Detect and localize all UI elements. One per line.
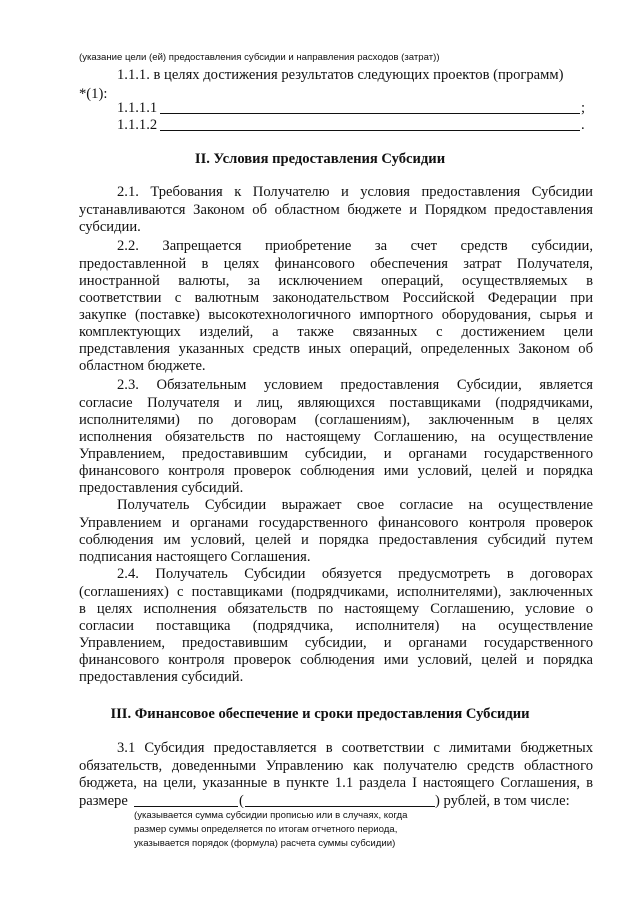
p2-2-line: представления указанных средств иных операций, определенных Законом об: [79, 341, 593, 357]
p3-1-line: 3.1 Субсидия предоставляется в соответствии с лимитами бюджетных: [117, 740, 593, 756]
p2-1-line: 2.1. Требования к Получателю и условия предоставления Субсидии: [117, 184, 593, 200]
p2-2-line: комплектующих изделий, а также связанных с достижением цели: [79, 324, 593, 340]
p2-3b-line: Управлением и органами государственного финансового контроля проверок: [79, 515, 593, 531]
p2-3b-line: подписания настоящего Соглашения.: [79, 549, 311, 565]
item-1-1-1-line1: 1.1.1. в целях достижения результатов следующих проектов (программ): [117, 67, 564, 83]
item-1-1-1-1-blank-line[interactable]: [160, 113, 580, 114]
p2-4-line: (соглашениях) с поставщиками (подрядчиками, исполнителями), заключенных: [79, 584, 593, 600]
p3-1-line: обязательств, доведенными Управлению как получателю средств областного: [79, 758, 593, 774]
p2-4-line: предоставления субсидий.: [79, 669, 244, 685]
p2-4-line: согласии поставщика (подрядчика, исполнителя) на осуществление: [79, 618, 593, 634]
section-2-title: II. Условия предоставления Субсидии: [194, 151, 446, 167]
p2-1-line: субсидии.: [79, 219, 141, 235]
item-1-1-1-1-end: ;: [581, 100, 586, 116]
p2-3-line: финансового контроля проверок соблюдения ими условий, целей и порядка: [79, 463, 593, 479]
amount-note-line: (указывается сумма субсидии прописью или в случаях, когда: [134, 810, 408, 821]
p2-3-line: исполнителями) по договорам (соглашениям), заключенным в целях: [79, 412, 593, 428]
item-1-1-1-2-blank-line[interactable]: [160, 130, 580, 131]
item-1-1-1-2-end: .: [581, 117, 585, 133]
p2-3b-line: Получатель Субсидии выражает свое согласие на осуществление: [117, 497, 593, 513]
item-1-1-1-1-label: 1.1.1.1: [117, 100, 158, 116]
p2-3-line: Управлением, предоставившим субсидии, и органами государственного: [79, 446, 593, 462]
p2-3-line: 2.3. Обязательным условием предоставления Субсидии, является: [117, 377, 593, 393]
p2-2-line: иностранной валюты, за исключением операций, осуществляемых в: [79, 273, 593, 289]
section-3-title: III. Финансовое обеспечение и сроки предоставления Субсидии: [110, 706, 530, 722]
p2-1-line: устанавливаются Законом об областном бюджете и Порядком предоставления: [79, 202, 593, 218]
amount-words-blank[interactable]: [245, 806, 435, 807]
p2-3-line: согласие Получателя и лиц, являющихся поставщиками (подрядчиками,: [79, 395, 593, 411]
amount-note-line: указывается порядок (формула) расчета суммы субсидии): [134, 838, 396, 849]
amount-number-blank[interactable]: [134, 806, 238, 807]
p2-2-line: закупке (поставке) высокотехнологичного импортного оборудования, сырья и: [79, 307, 593, 323]
amount-open-paren: (: [239, 793, 244, 809]
p2-3-line: исполнения обязательств по настоящему Соглашению, на осуществление: [79, 429, 593, 445]
item-1-1-1-line2: *(1):: [79, 86, 108, 102]
p2-2-line: соответствии с валютным законодательством Российской Федерации при: [79, 290, 593, 306]
purpose-note: (указание цели (ей) предоставления субсидии и направления расходов (затрат)): [79, 52, 440, 63]
p2-3-line: предоставления субсидий.: [79, 480, 244, 496]
p2-3b-line: соблюдения им условий, целей и порядка предоставления субсидий путем: [79, 532, 593, 548]
p2-2-line: 2.2. Запрещается приобретение за счет средств субсидии,: [117, 238, 593, 254]
amount-note-line: размер суммы определяется по итогам отчетного периода,: [134, 824, 398, 835]
p2-2-line: областном бюджете.: [79, 358, 206, 374]
amount-suffix: ) рублей, в том числе:: [435, 793, 570, 809]
p2-2-line: предоставленной в целях финансового обеспечения затрат Получателя,: [79, 256, 593, 272]
p2-4-line: в целях исполнения обязательств по настоящему Соглашению, условие о: [79, 601, 593, 617]
p2-4-line: 2.4. Получатель Субсидии обязуется предусмотреть в договорах: [117, 566, 593, 582]
amount-label: размере: [79, 793, 128, 809]
item-1-1-1-2-label: 1.1.1.2: [117, 117, 158, 133]
p2-4-line: Управлением, предоставившим субсидии, и органами государственного: [79, 635, 593, 651]
p3-1-line: бюджета, на цели, указанные в пункте 1.1 раздела I настоящего Соглашения, в: [79, 775, 593, 791]
p2-4-line: финансового контроля проверок соблюдения ими условий, целей и порядка: [79, 652, 593, 668]
